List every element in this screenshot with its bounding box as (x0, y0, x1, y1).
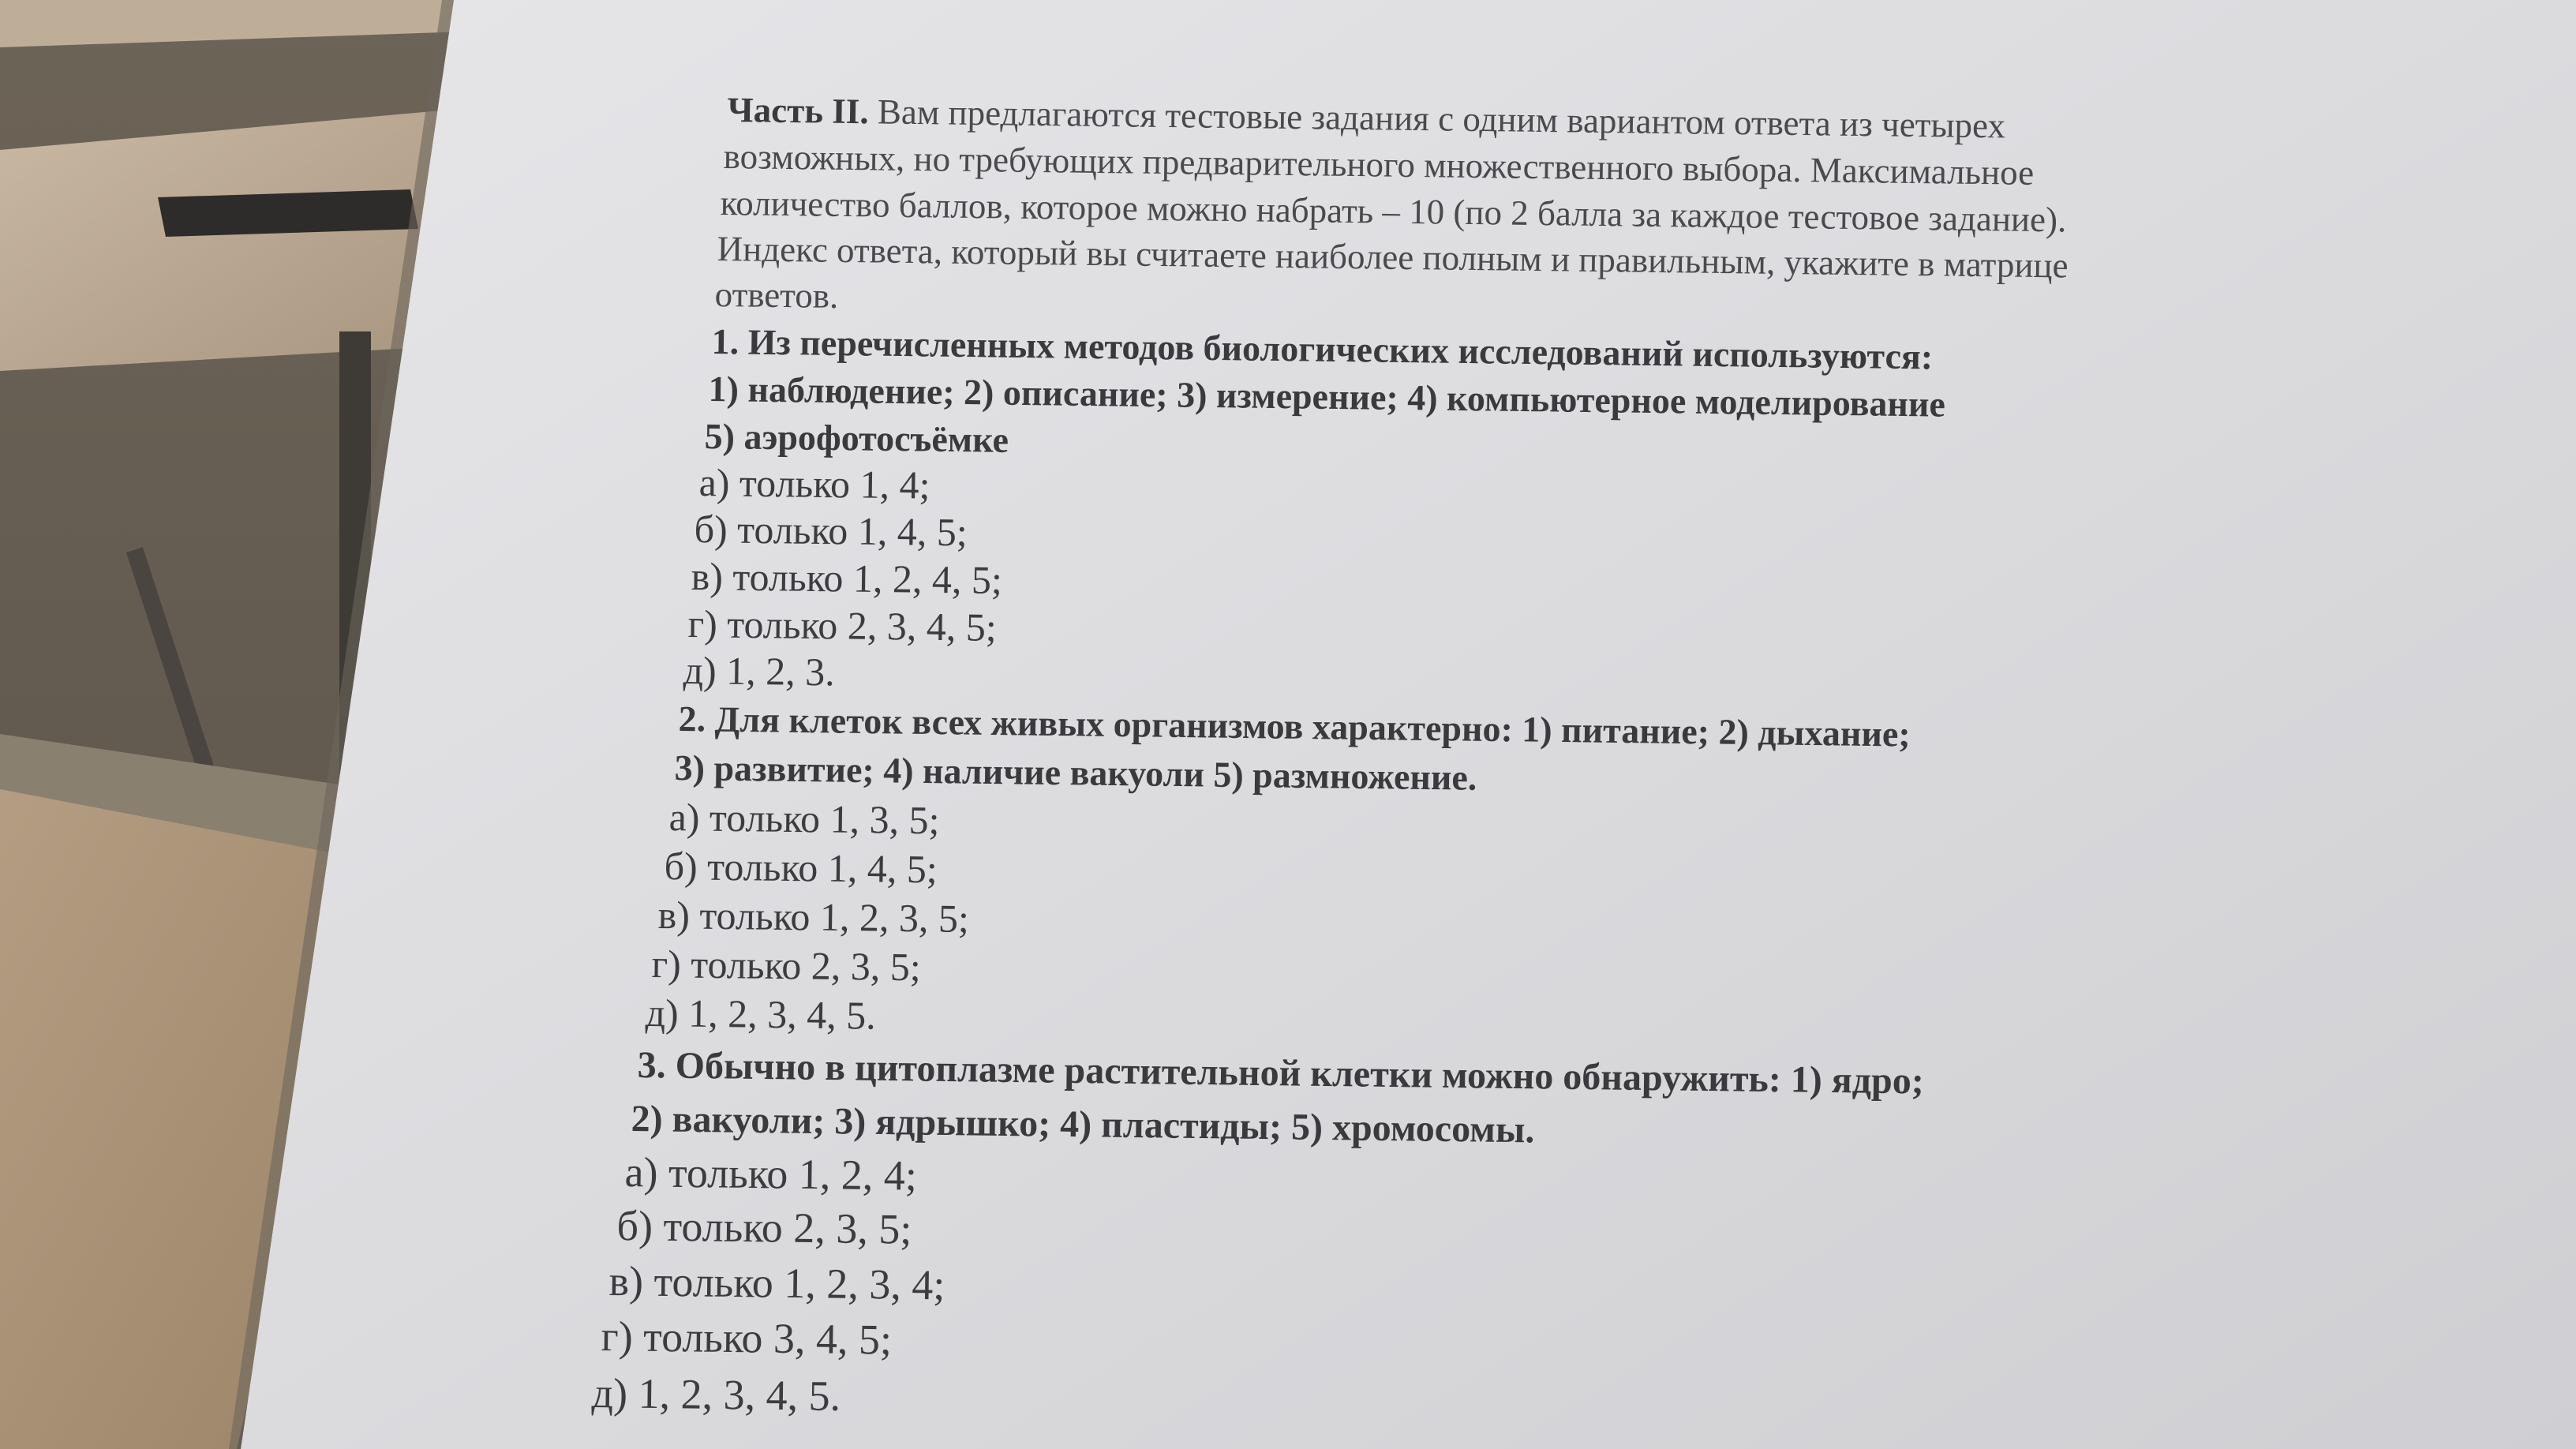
intro-text: Вам предлагаются тестовые задания с одним вариантом ответа из четырех (877, 92, 2006, 146)
question-2-line-1: 2. Для клеток всех живых организмов характерно: 1) питание; 2) дыхание; (678, 698, 1911, 754)
intro-line-2: возможных, но требующих предварительного множественного выбора. Максимальное (723, 137, 2035, 193)
question-1-option-a: а) только 1, 4; (698, 460, 930, 507)
intro-line-3: количество баллов, которое можно набрать – 10 (по 2 балла за каждое тестовое задание). (720, 183, 2067, 240)
question-1-option-d: г) только 2, 3, 4, 5; (687, 601, 998, 650)
question-2-option-b: б) только 1, 4, 5; (664, 844, 938, 892)
question-2-option-e: д) 1, 2, 3, 4, 5. (645, 990, 877, 1038)
question-3-line-1: 3. Обычно в цитоплазме растительной клетки можно обнаружить: 1) ядро; (637, 1044, 1925, 1103)
question-1-line-1: 1. Из перечисленных методов биологических исследований используются: (711, 321, 1934, 377)
question-3-option-c: в) только 1, 2, 3, 4; (608, 1257, 945, 1309)
question-2-option-a: а) только 1, 3, 5; (668, 795, 940, 843)
question-2-option-d: г) только 2, 3, 5; (651, 942, 922, 990)
question-3-option-b: б) только 2, 3, 5; (616, 1202, 912, 1253)
question-1-option-b: б) только 1, 4, 5; (694, 507, 968, 555)
intro-line-5: ответов. (714, 275, 839, 316)
intro-line-4: Индекс ответа, который вы считаете наиболее полным и правильным, укажите в матрице (717, 229, 2069, 286)
question-3-option-a: а) только 1, 2, 4; (624, 1148, 918, 1200)
question-1-line-3: 5) аэрофотосъёмке (704, 416, 1009, 460)
question-1-option-c: в) только 1, 2, 4, 5; (691, 554, 1003, 602)
question-1-option-e: д) 1, 2, 3. (683, 648, 836, 695)
intro-line-1 (727, 92, 2005, 144)
question-2-option-c: в) только 1, 2, 3, 5; (657, 893, 970, 941)
question-3-line-2: 2) вакуоли; 3) ядрышко; 4) пластиды; 5) хромосомы. (631, 1098, 1535, 1151)
intro-heading: Часть II. (727, 90, 869, 132)
question-2-line-2: 3) развитие; 4) наличие вакуоли 5) размножение. (674, 747, 1477, 798)
question-3-option-e: д) 1, 2, 3, 4, 5. (591, 1369, 841, 1420)
question-1-line-2: 1) наблюдение; 2) описание; 3) измерение; 4) компьютерное моделирование (708, 369, 1946, 425)
question-3-option-d: г) только 3, 4, 5; (601, 1312, 893, 1364)
